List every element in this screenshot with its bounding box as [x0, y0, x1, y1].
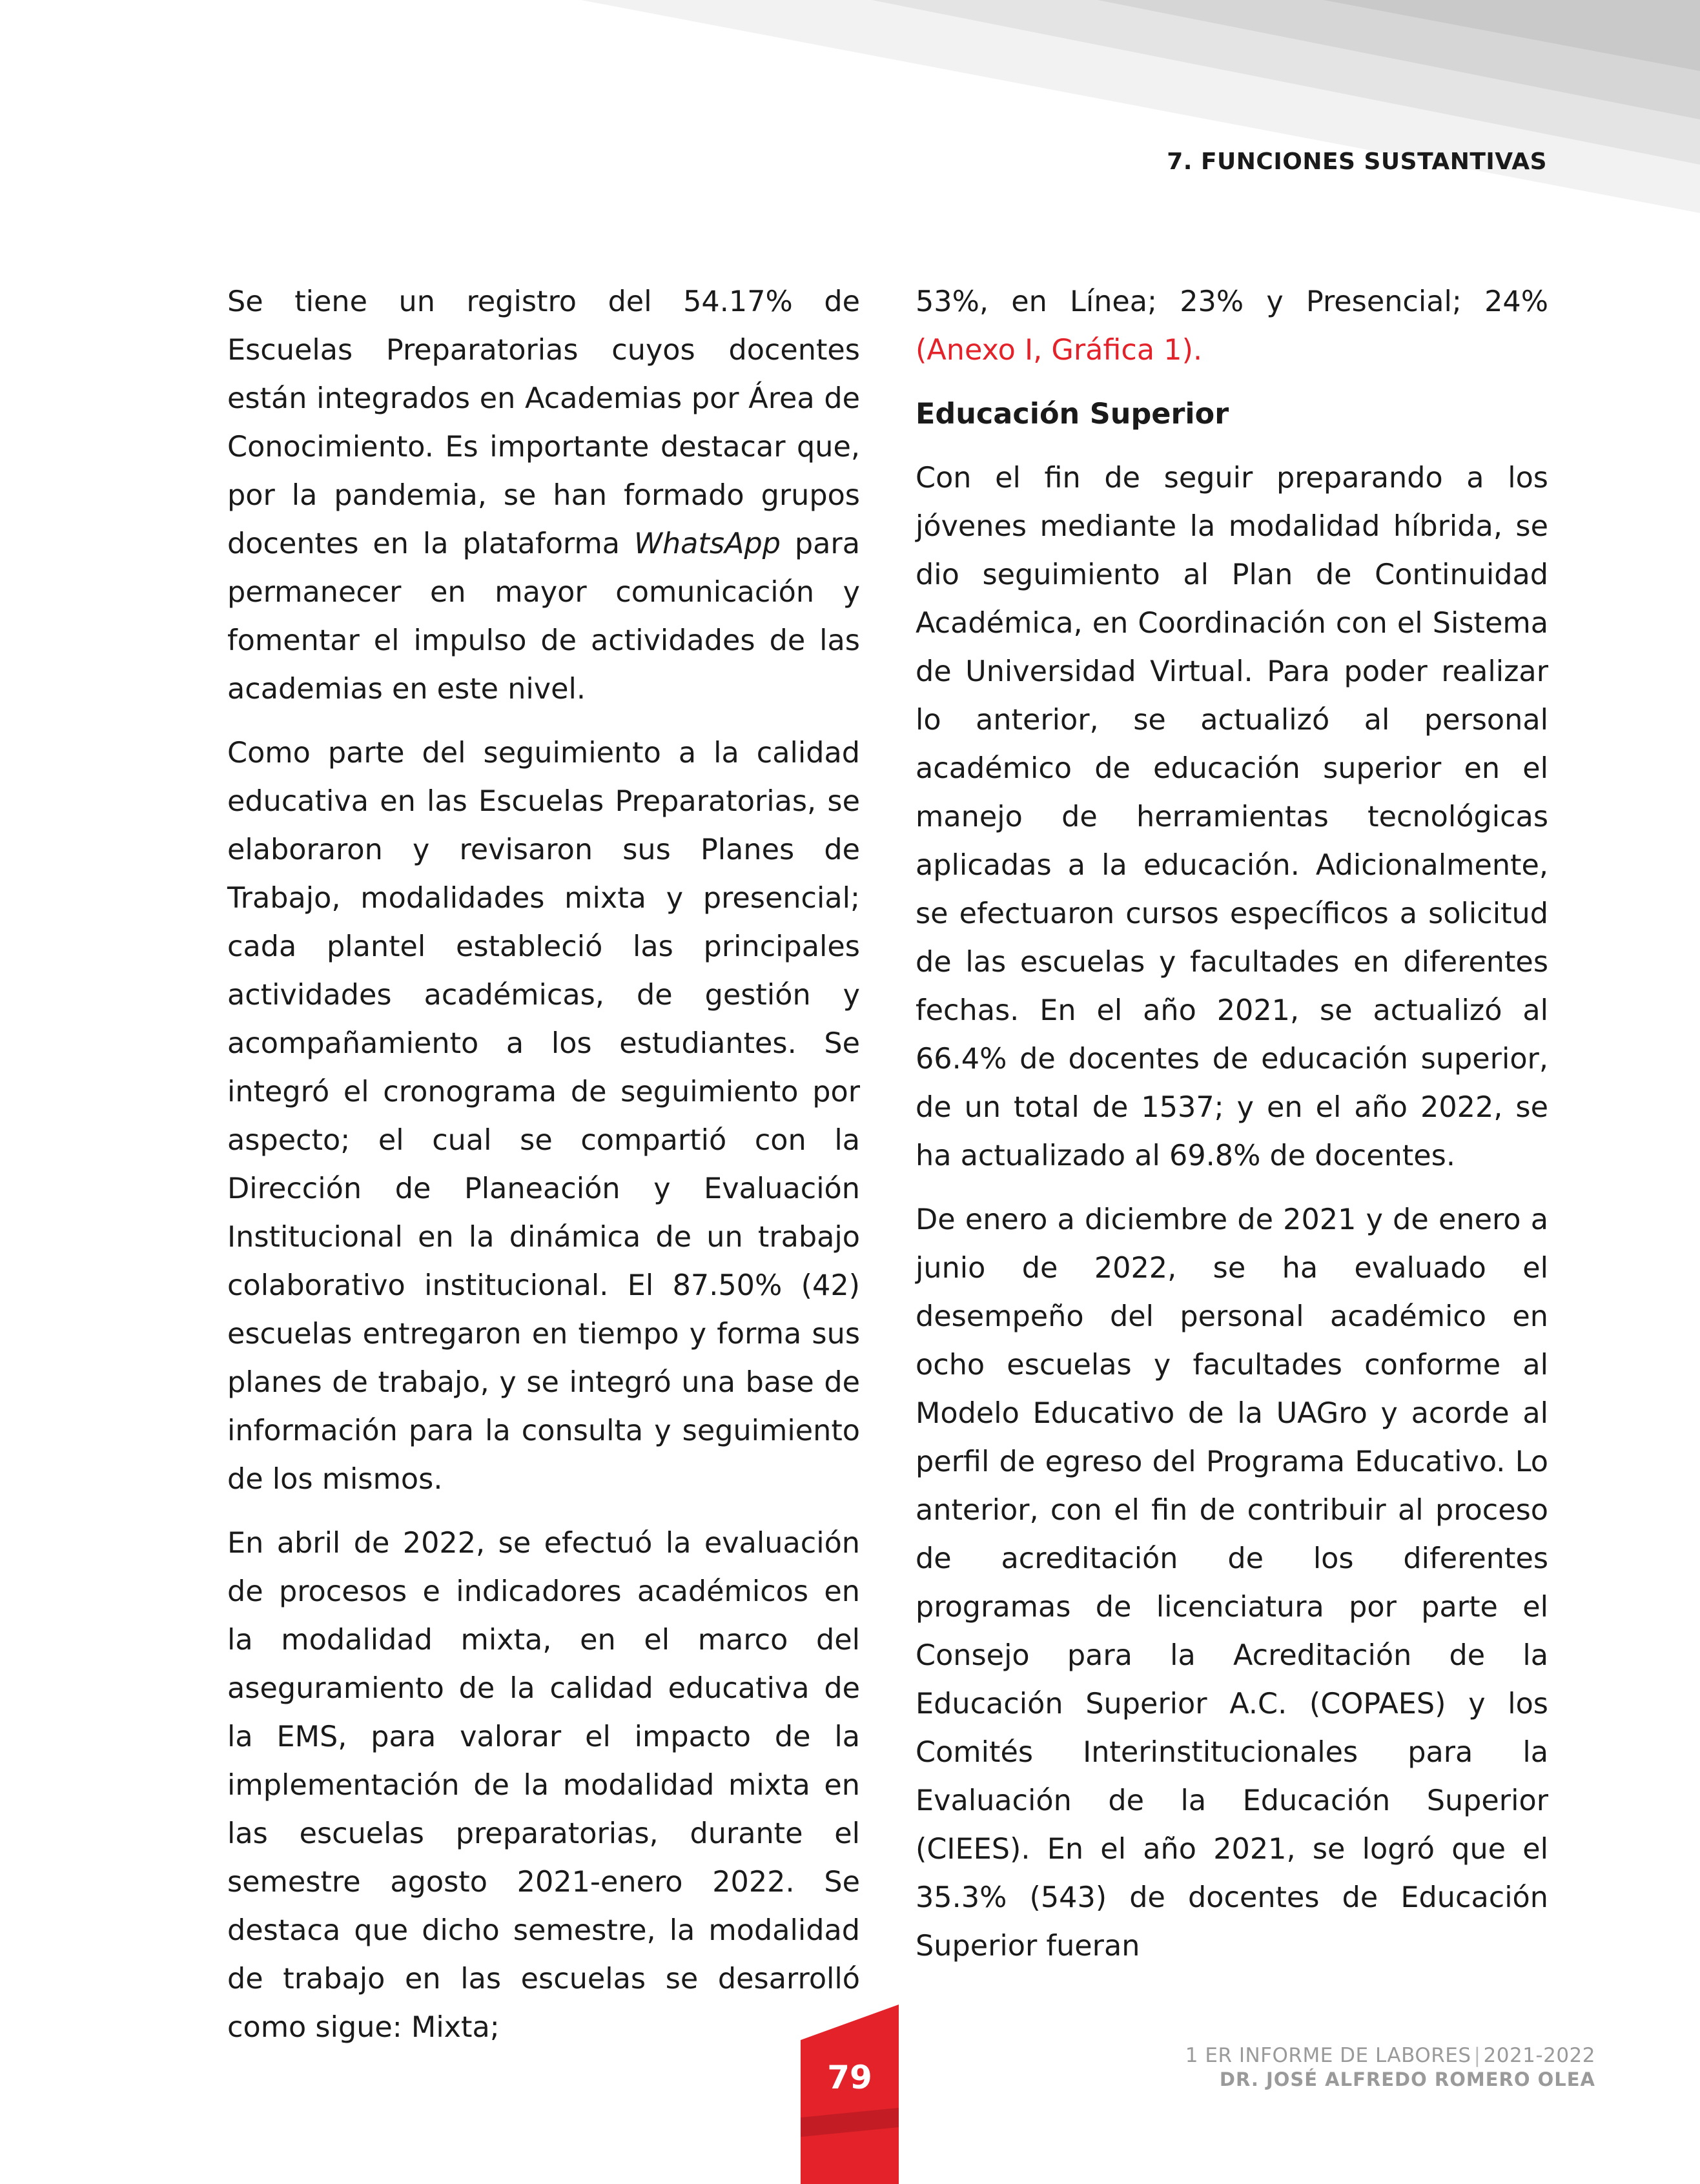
- footer: [1185, 2043, 1595, 2091]
- section-title: 7. FUNCIONES SUSTANTIVAS: [1167, 148, 1547, 175]
- paragraph: Con el fin de seguir preparando a los jóvenes mediante la modalidad híbrida, se dio seguimiento al Plan de Continuidad Académica, en Coordinación con el Sistema de Universidad Virtual. Para poder realizar lo anterior, se actualizó al personal académico de educación superior en el manejo de herramientas tecnológicas aplicadas a la educación. Adicionalmente, se efectuaron cursos específicos a solicitud de las escuelas y facultades en diferentes fechas. En el año 2021, se actualizó al 66.4% de docentes de educación superior, de un total de 1537; y en el año 2022, se ha actualizado al 69.8% de docentes.: [916, 462, 1548, 1172]
- report-period: 2021-2022: [1483, 2044, 1595, 2067]
- paragraph: Se tiene un registro del 54.17% de Escuelas Preparatorias cuyos docentes están integrados en Academias por Área de Conocimiento. Es importante destacar que, por la pandemia, se han formado grupos docentes en la plataforma WhatsApp para permanecer en mayor comunicación y fomentar el impulso de actividades de las academias en este nivel.: [227, 285, 860, 706]
- decorative-corner-swoosh: [0, 0, 1700, 271]
- paragraph: Como parte del seguimiento a la calidad educativa en las Escuelas Preparatorias, se elaboraron y revisaron sus Planes de Trabajo, modalidades mixta y presencial; cada plantel estableció las principales actividades académicas, de gestión y acompañamiento a los estudiantes. Se integró el cronograma de seguimiento por aspecto; el cual se compartió con la Dirección de Planeación y Evaluación Institucional en la dinámica de un trabajo colaborativo institucional. El 87.50% (42) escuelas entregaron en tiempo y forma sus planes de trabajo, y se integró una base de información para la consulta y seguimiento de los mismos.: [227, 737, 860, 1496]
- report-title: 1 ER INFORME DE LABORES: [1185, 2044, 1471, 2067]
- paragraph: 53%, en Línea; 23% y Presencial; 24% (Anexo I, Gráfica 1).: [916, 285, 1548, 367]
- annex-reference-link[interactable]: (Anexo I, Gráfica 1).: [916, 334, 1203, 367]
- right-text-column: [916, 278, 1548, 1986]
- paragraph: En abril de 2022, se efectuó la evaluación de procesos e indicadores académicos en la modalidad mixta, en el marco del aseguramiento de la calidad educativa de la EMS, para valorar el impacto de la implementación de la modalidad mixta en las escuelas preparatorias, durante el semestre agosto 2021-enero 2022. Se destaca que dicho semestre, la modalidad de trabajo en las escuelas se desarrolló como sigue: Mixta;: [227, 1527, 860, 2044]
- section-heading: Educación Superior: [916, 398, 1229, 431]
- author-name: DR. JOSÉ ALFREDO ROMERO OLEA: [1219, 2068, 1595, 2090]
- left-text-column: [227, 278, 860, 2067]
- page-number: 79: [827, 2059, 872, 2096]
- whatsapp-italic: WhatsApp: [633, 527, 781, 560]
- footer-separator: |: [1473, 2044, 1481, 2067]
- paragraph: De enero a diciembre de 2021 y de enero a junio de 2022, se ha evaluado el desempeño del personal académico en ocho escuelas y facultades conforme al Modelo Educativo de la UAGro y acorde al perfil de egreso del Programa Educativo. Lo anterior, con el fin de contribuir al proceso de acreditación de los diferentes programas de licenciatura por parte el Consejo para la Acreditación de la Educación Superior A.C. (COPAES) y los Comités Interinstitucionales para la Evaluación de la Educación Superior (CIEES). En el año 2021, se logró que el 35.3% (543) de docentes de Educación Superior fueran: [916, 1203, 1548, 1963]
